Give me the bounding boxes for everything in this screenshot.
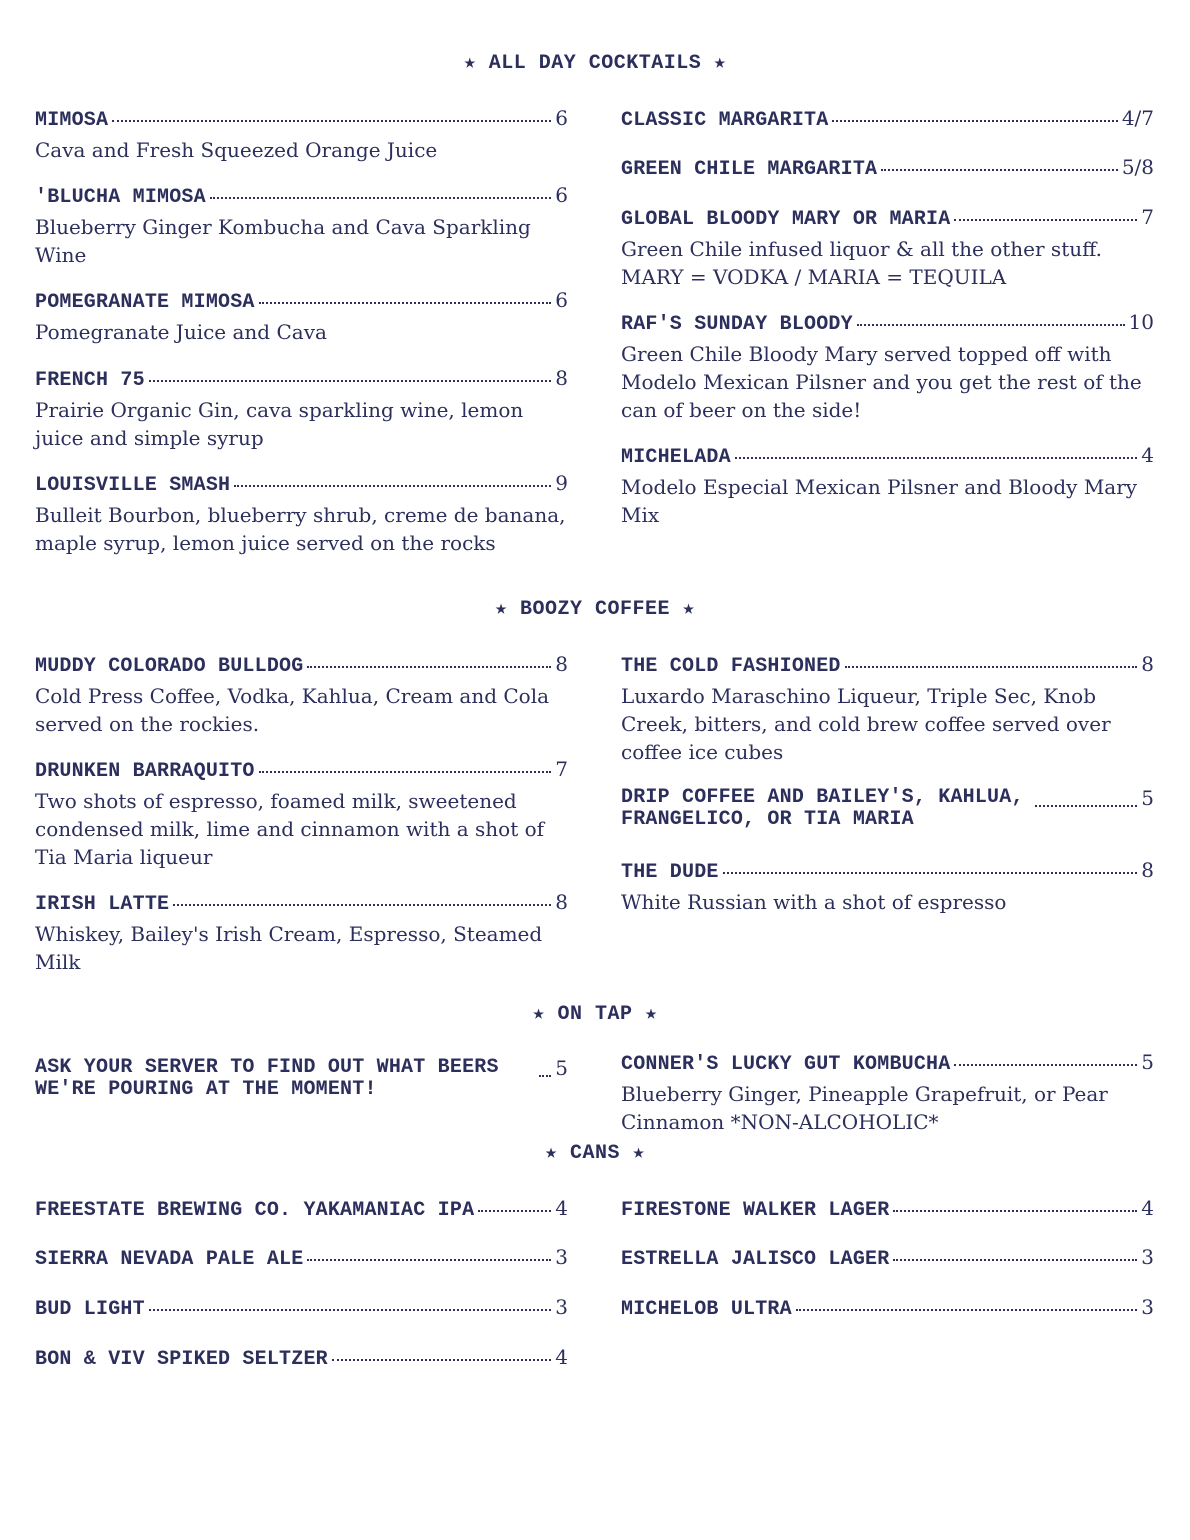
menu-item xyxy=(621,444,1154,529)
item-name: MIMOSA xyxy=(35,109,109,132)
item-price: 6 xyxy=(555,288,568,312)
dot-leader xyxy=(112,119,551,122)
menu-item xyxy=(35,184,568,269)
item-name: ASK YOUR SERVER TO FIND OUT WHAT BEERS WE'RE POURING AT THE MOMENT! xyxy=(35,1056,499,1101)
item-name: THE DUDE xyxy=(621,861,719,884)
item-price: 4 xyxy=(1141,1196,1154,1220)
item-price: 4 xyxy=(555,1196,568,1220)
item-name: DRUNKEN BARRAQUITO xyxy=(35,760,255,783)
menu-item xyxy=(35,107,568,164)
item-name: BON & VIV SPIKED SELTZER xyxy=(35,1348,328,1371)
menu-item xyxy=(621,206,1154,291)
menu-item xyxy=(35,1246,568,1271)
menu-item xyxy=(621,859,1154,916)
item-name: SIERRA NEVADA PALE ALE xyxy=(35,1248,304,1271)
item-name: MICHELOB ULTRA xyxy=(621,1298,792,1321)
item-description: Two shots of espresso, foamed milk, sweetened condensed milk, lime and cinnamon with a shot of Tia Maria liqueur xyxy=(35,789,545,869)
section-title-tap: ★ ON TAP ★ xyxy=(532,1003,658,1026)
dot-leader xyxy=(954,218,1137,221)
item-price: 3 xyxy=(1141,1295,1154,1319)
item-name: POMEGRANATE MIMOSA xyxy=(35,291,255,314)
item-description: Whiskey, Bailey's Irish Cream, Espresso, Steamed Milk xyxy=(35,922,543,974)
item-price: 8 xyxy=(555,366,568,390)
item-price: 8 xyxy=(1141,652,1154,676)
item-name: FRENCH 75 xyxy=(35,369,145,392)
item-price: 6 xyxy=(555,183,568,207)
dot-leader xyxy=(259,770,552,773)
dot-leader xyxy=(832,119,1117,122)
item-description: Cold Press Coffee, Vodka, Kahlua, Cream and Cola served on the rockies. xyxy=(35,684,550,736)
item-name: CONNER'S LUCKY GUT KOMBUCHA xyxy=(621,1053,951,1076)
item-description: Luxardo Maraschino Liqueur, Triple Sec, Knob Creek, bitters, and cold brew coffee served over coffee ice cubes xyxy=(621,684,1111,764)
item-description: Cava and Fresh Squeezed Orange Juice xyxy=(35,138,438,162)
menu-item xyxy=(35,1057,568,1101)
item-price: 6 xyxy=(555,106,568,130)
item-name: DRIP COFFEE AND BAILEY'S, KAHLUA, FRANGELICO, OR TIA MARIA xyxy=(621,786,1024,831)
dot-leader xyxy=(845,665,1138,668)
menu-item xyxy=(621,653,1154,766)
dot-leader xyxy=(796,1308,1137,1311)
item-price: 5/8 xyxy=(1121,155,1154,179)
item-description: Green Chile Bloody Mary served topped off with Modelo Mexican Pilsner and you get the rest of the can of beer on the side! xyxy=(621,342,1142,422)
item-name: FREESTATE BREWING CO. YAKAMANIAC IPA xyxy=(35,1199,475,1222)
menu-item xyxy=(35,1197,568,1222)
item-price: 3 xyxy=(555,1245,568,1269)
item-price: 7 xyxy=(1141,205,1154,229)
section-title-coffee: ★ BOOZY COFFEE ★ xyxy=(494,598,696,621)
item-price: 3 xyxy=(1141,1245,1154,1269)
item-price: 4 xyxy=(1141,443,1154,467)
dot-leader xyxy=(723,871,1138,874)
item-description: Prairie Organic Gin, cava sparkling wine, lemon juice and simple syrup xyxy=(35,398,524,450)
menu-item xyxy=(35,1346,568,1371)
item-description: Blueberry Ginger, Pineapple Grapefruit, or Pear Cinnamon *NON-ALCOHOLIC* xyxy=(621,1082,1108,1134)
item-name: RAF'S SUNDAY BLOODY xyxy=(621,313,853,336)
item-name: MUDDY COLORADO BULLDOG xyxy=(35,655,304,678)
dot-leader xyxy=(149,379,551,382)
item-price: 4 xyxy=(555,1345,568,1369)
item-name: 'BLUCHA MIMOSA xyxy=(35,186,206,209)
dot-leader xyxy=(881,168,1118,171)
item-name: CLASSIC MARGARITA xyxy=(621,109,829,132)
dot-leader xyxy=(234,484,551,487)
menu-item xyxy=(621,156,1154,181)
item-price: 10 xyxy=(1128,310,1154,334)
dot-leader xyxy=(259,301,552,304)
item-name: IRISH LATTE xyxy=(35,893,170,916)
item-description: Modelo Especial Mexican Pilsner and Bloody Mary Mix xyxy=(621,475,1138,527)
dot-leader xyxy=(478,1209,551,1212)
menu-item xyxy=(621,1296,1154,1321)
dot-leader xyxy=(954,1063,1137,1066)
item-name: FIRESTONE WALKER LAGER xyxy=(621,1199,890,1222)
menu-item xyxy=(621,311,1154,424)
item-price: 8 xyxy=(555,890,568,914)
item-name: BUD LIGHT xyxy=(35,1298,145,1321)
dot-leader xyxy=(539,1074,551,1077)
item-price: 5 xyxy=(1141,786,1154,810)
item-description: Green Chile infused liquor & all the other stuff. MARY = VODKA / MARIA = TEQUILA xyxy=(621,237,1102,289)
dot-leader xyxy=(893,1209,1137,1212)
item-price: 5 xyxy=(555,1056,568,1080)
menu-item xyxy=(35,891,568,976)
menu-item xyxy=(35,1296,568,1321)
item-price: 7 xyxy=(555,757,568,781)
dot-leader xyxy=(735,456,1137,459)
item-name: MICHELADA xyxy=(621,446,731,469)
menu-item xyxy=(35,472,568,557)
item-description: Blueberry Ginger Kombucha and Cava Sparkling Wine xyxy=(35,215,531,267)
dot-leader xyxy=(307,1258,551,1261)
dot-leader xyxy=(332,1358,551,1361)
dot-leader xyxy=(893,1258,1137,1261)
menu-item xyxy=(621,1051,1154,1136)
item-price: 8 xyxy=(555,652,568,676)
menu-item xyxy=(35,758,568,871)
menu-item xyxy=(621,1197,1154,1222)
dot-leader xyxy=(857,323,1125,326)
dot-leader xyxy=(210,196,551,199)
item-name: THE COLD FASHIONED xyxy=(621,655,841,678)
item-price: 8 xyxy=(1141,858,1154,882)
item-name: GLOBAL BLOODY MARY OR MARIA xyxy=(621,208,951,231)
item-name: GREEN CHILE MARGARITA xyxy=(621,158,878,181)
dot-leader xyxy=(1035,804,1137,807)
item-price: 3 xyxy=(555,1295,568,1319)
item-description: Pomegranate Juice and Cava xyxy=(35,320,327,344)
dot-leader xyxy=(173,903,551,906)
section-title-cans: ★ CANS ★ xyxy=(544,1142,646,1165)
dot-leader xyxy=(307,665,551,668)
menu-item xyxy=(621,787,1154,831)
menu-item xyxy=(35,367,568,452)
item-price: 9 xyxy=(555,471,568,495)
section-title-cocktails: ★ ALL DAY COCKTAILS ★ xyxy=(463,52,727,75)
item-name: ESTRELLA JALISCO LAGER xyxy=(621,1248,890,1271)
item-price: 5 xyxy=(1141,1050,1154,1074)
item-price: 4/7 xyxy=(1121,106,1154,130)
menu-item xyxy=(35,289,568,346)
menu-item xyxy=(35,653,568,738)
item-description: Bulleit Bourbon, blueberry shrub, creme de banana, maple syrup, lemon juice served on the rocks xyxy=(35,503,566,555)
dot-leader xyxy=(149,1308,551,1311)
item-description: White Russian with a shot of espresso xyxy=(621,890,1007,914)
menu-item xyxy=(621,107,1154,132)
item-name: LOUISVILLE SMASH xyxy=(35,474,231,497)
menu-item xyxy=(621,1246,1154,1271)
